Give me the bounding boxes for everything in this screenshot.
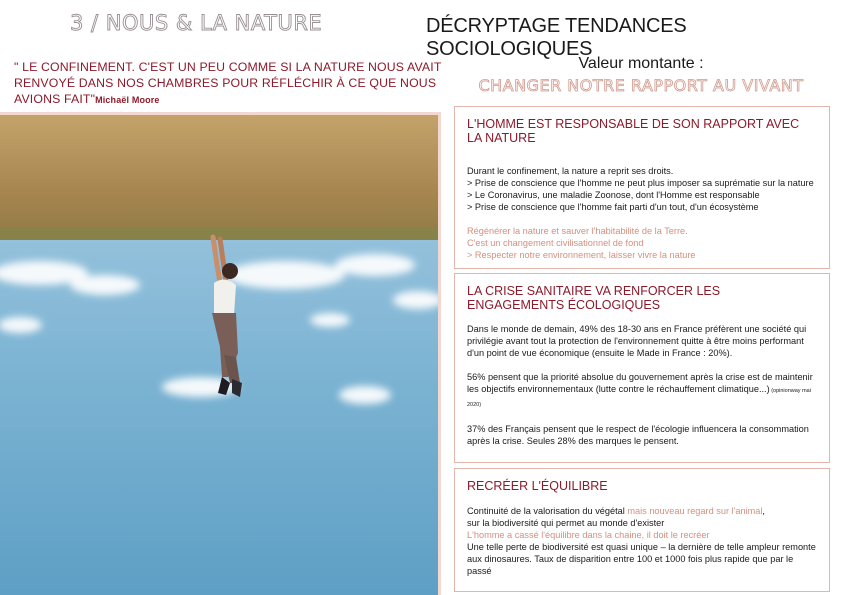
card-title: RECRÉER L'ÉQUILIBRE (467, 479, 608, 493)
card-title: LA CRISE SANITAIRE VA RENFORCER LES ENGAGEMENTS ÉCOLOGIQUES (467, 284, 721, 312)
quote-text: " LE CONFINEMENT. C'EST UN PEU COMME SI LA NATURE NOUS AVAIT RENVOYÉ DANS NOS CHAMBRES POUR RÉFLÉCHIR À CE QUE NOUS AVIONS FAIT" (14, 60, 442, 106)
card-text-line: sur la biodiversité qui permet au monde d'exister (467, 518, 665, 528)
card-title: L'HOMME EST RESPONSABLE DE SON RAPPORT AVEC LA NATURE (467, 117, 800, 145)
card-crise-sanitaire (454, 273, 830, 463)
card-accent-line: Régénérer la nature et sauver l'habitabilité de la Terre. (467, 226, 688, 236)
card-paragraph: Dans le monde de demain, 49% des 18-30 ans en France préfèrent une société qui privilégie avant tout la protection de l'environnement quitte à être moins performant d'un point de vue économique (ensuite le Made in France : 20%). (467, 324, 807, 358)
card-source: (opinionway mai 2020) (467, 388, 811, 408)
page-title: DÉCRYPTAGE TENDANCES SOCIOLOGIQUES (426, 15, 687, 60)
card-paragraph-text: 56% pensent que la priorité absolue du gouvernement après la crise est de maintenir les objectifs environnementaux (lutte contre le réchauffement climatique...) (467, 372, 813, 394)
quote-block (14, 59, 444, 108)
card-paragraph: Une telle perte de biodiversité est quasi unique – la dernière de telle ampleur remonte aux dinosaures. Taux de disparition entre 100 et 1000 fois plus rapide que par le passé (467, 542, 816, 576)
value-label: Valeur montante : (578, 55, 704, 72)
card-text-line: Durant le confinement, la nature a reprit ses droits. (467, 166, 674, 176)
card-responsabilite (454, 106, 830, 269)
card-paragraph (467, 371, 817, 411)
card-text-line: > Prise de conscience que l'homme fait parti d'un tout, d'un écosystème (467, 202, 759, 212)
section-title: 3 / NOUS & LA NATURE (70, 11, 323, 35)
card-accent-line: L'homme a cassé l'équilibre dans la chaine, il doit le recréer (467, 530, 710, 540)
card-text-line (467, 505, 817, 517)
quote-author: Michaël Moore (95, 95, 160, 105)
card-accent-line: > Respecter notre environnement, laisser vivre la nature (467, 250, 696, 260)
card-text: Continuité de la valorisation du végétal (467, 506, 628, 516)
card-text-line: > Prise de conscience que l'homme ne peut plus imposer sa suprématie sur la nature (467, 178, 814, 188)
hero-photo (0, 112, 441, 595)
card-paragraph: 37% des Français pensent que le respect de l'écologie influencera la consommation après la crise. Seules 28% des marques le pensent. (467, 424, 809, 446)
card-equilibre (454, 468, 830, 592)
card-accent-text: mais nouveau regard sur l'animal (627, 506, 763, 516)
card-text: , (762, 506, 765, 516)
value-title: CHANGER NOTRE RAPPORT AU VIVANT (478, 76, 804, 95)
card-text-line: > Le Coronavirus, une maladie Zoonose, dont l'Homme est responsable (467, 190, 760, 200)
card-accent-line: C'est un changement civilisationnel de fond (467, 238, 644, 248)
